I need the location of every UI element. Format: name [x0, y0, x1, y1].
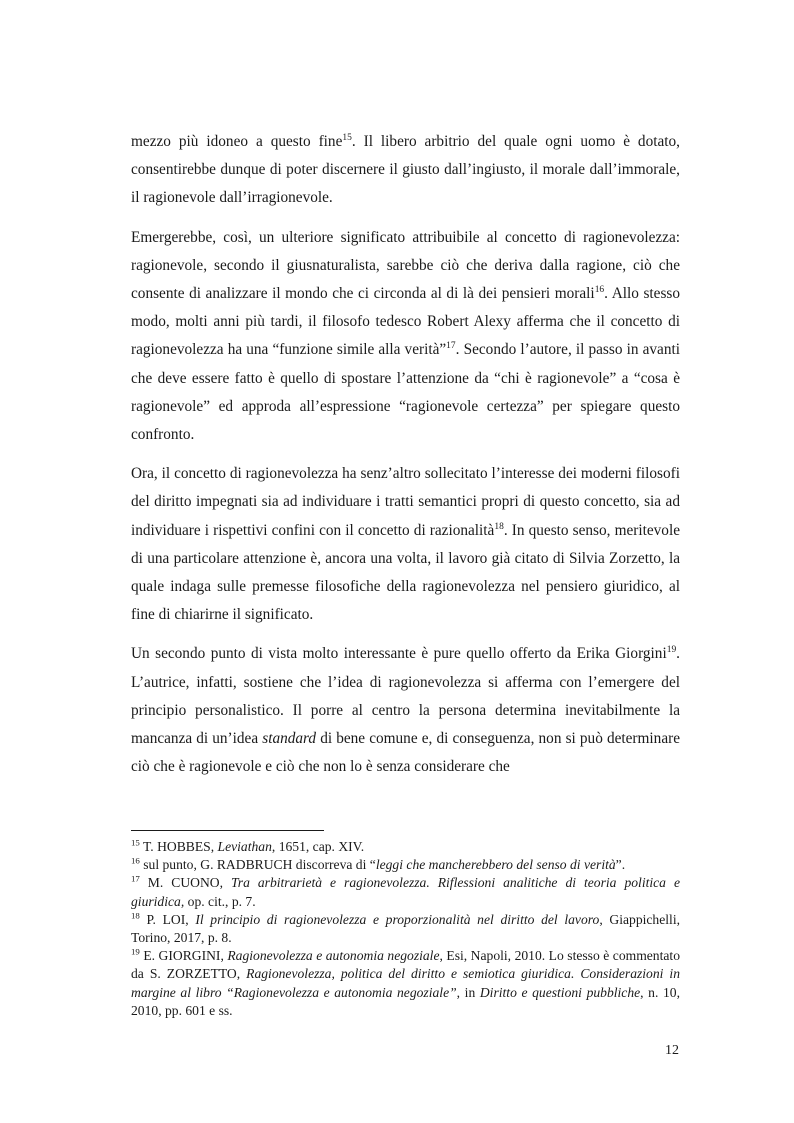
footnote-separator: [131, 830, 324, 831]
footnote-number: 16: [131, 855, 140, 866]
body-paragraph: [131, 460, 680, 629]
footnote-number: 17: [131, 874, 140, 885]
footnote: [131, 947, 680, 1020]
text-run: Emergerebbe, così, un ulteriore significato attribuibile al concetto di ragionevolezza: ragionevole, secondo il giusnaturalista, sarebbe ciò che deriva dalla ragione, ciò che consente di analizzare il mondo che ci circonda al di là dei pensieri morali: [131, 228, 680, 303]
text-run: M. CUONO,: [139, 875, 231, 891]
text-run: . Secondo l’autore, il passo in avanti che deve essere fatto è quello di spostare l’attenzione da “chi è ragionevole” a “cosa è ragionevole” ed approda all’espressione “ragionevole certezza” per spiegare questo confronto.: [131, 341, 680, 444]
text-run: . Il libero arbitrio del quale ogni uomo è dotato, consentirebbe dunque di poter discernere il giusto dall’ingiusto, il morale dall’immorale, il ragionevole dall’irragionevole.: [131, 133, 680, 207]
footnote-number: 15: [131, 837, 140, 848]
footnote: [131, 856, 680, 874]
text-run: , in: [456, 984, 480, 1000]
footnote: [131, 874, 680, 910]
italic-text: standard: [262, 730, 317, 748]
text-run: . L’autrice, infatti, sostiene che l’idea di ragionevolezza si afferma con l’emergere del principio personalistico. Il porre al centro la persona determina inevitabilmente la mancanza di un’idea: [131, 645, 680, 748]
footnote-ref: 19: [666, 645, 677, 656]
text-run: T. HOBBES,: [139, 839, 218, 854]
text-run: Ora, il concetto di ragionevolezza ha senz’altro sollecitato l’interesse dei moderni filosofi del diritto impegnati sia ad individuare i tratti semantici propri di questo concetto, sia ad individuare i rispettivi confini con il concetto di razionalità: [131, 465, 680, 539]
footnote-number: 18: [131, 910, 140, 921]
text-run: Un secondo punto di vista molto interessante è pure quello offerto da Erika Giorgini: [131, 645, 667, 663]
text-run: op. cit., p. 7.: [184, 893, 256, 909]
body-text: [131, 128, 680, 792]
footnote: [131, 911, 680, 947]
text-run: . Allo stesso modo, molti anni più tardi, il filosofo tedesco Robert Alexy afferma che il concetto di ragionevolezza ha una “funzione simile alla verità”: [131, 285, 681, 359]
italic-text: Il principio di ragionevolezza e proporzionalità nel diritto del lavoro: [195, 911, 600, 927]
text-run: ”.: [615, 857, 626, 873]
italic-text: Ragionevolezza, politica del diritto e semiotica giuridica. Considerazioni in margine al libro “Ragionevolezza e autonomia negoziale”: [131, 966, 680, 1000]
footnote-ref: 18: [494, 521, 504, 532]
page-number: 12: [665, 1043, 679, 1058]
text-run: , 1651, cap. XIV.: [271, 839, 365, 854]
text-run: mezzo più idoneo a questo fine: [131, 133, 343, 150]
body-paragraph: [131, 640, 680, 781]
footnotes: [131, 838, 680, 1020]
body-paragraph: [131, 128, 680, 213]
italic-text: leggi che mancherebbero del senso di verità: [375, 857, 616, 873]
italic-text: Diritto e questioni pubbliche: [479, 984, 641, 1000]
text-run: sul punto, G. RADBRUCH discorreva di “: [139, 857, 376, 873]
footnote-ref: 15: [342, 133, 352, 144]
footnote: [131, 838, 680, 856]
italic-text: Leviathan: [217, 839, 272, 854]
text-run: . In questo senso, meritevole di una particolare attenzione è, ancora una volta, il lavoro già citato di Silvia Zorzetto, la quale indaga sulle premesse filosofiche della ragionevolezza nel pensiero giuridico, al fine di chiarirne il significato.: [131, 521, 680, 624]
text-run: , n. 10, 2010, pp. 601 e ss.: [131, 984, 680, 1018]
text-run: P. LOI,: [139, 911, 196, 927]
text-run: , Giappichelli, Torino, 2017, p. 8.: [131, 911, 680, 946]
italic-text: Tra arbitrarietà e ragionevolezza. Riflessioni analitiche di teoria politica e giuridica,: [131, 875, 680, 909]
footnote-ref: 16: [594, 285, 605, 296]
footnote-ref: 17: [446, 341, 456, 352]
footnote-number: 19: [131, 946, 140, 957]
text-run: di bene comune e, di conseguenza, non si può determinare ciò che è ragionevole e ciò che non lo è senza considerare che: [131, 730, 680, 776]
text-run: , Esi, Napoli, 2010. Lo stesso è commentato da S. ZORZETTO,: [131, 948, 680, 982]
body-paragraph: [131, 224, 680, 450]
italic-text: Ragionevolezza e autonomia negoziale: [227, 948, 440, 964]
text-run: E. GIORGINI,: [139, 948, 228, 964]
